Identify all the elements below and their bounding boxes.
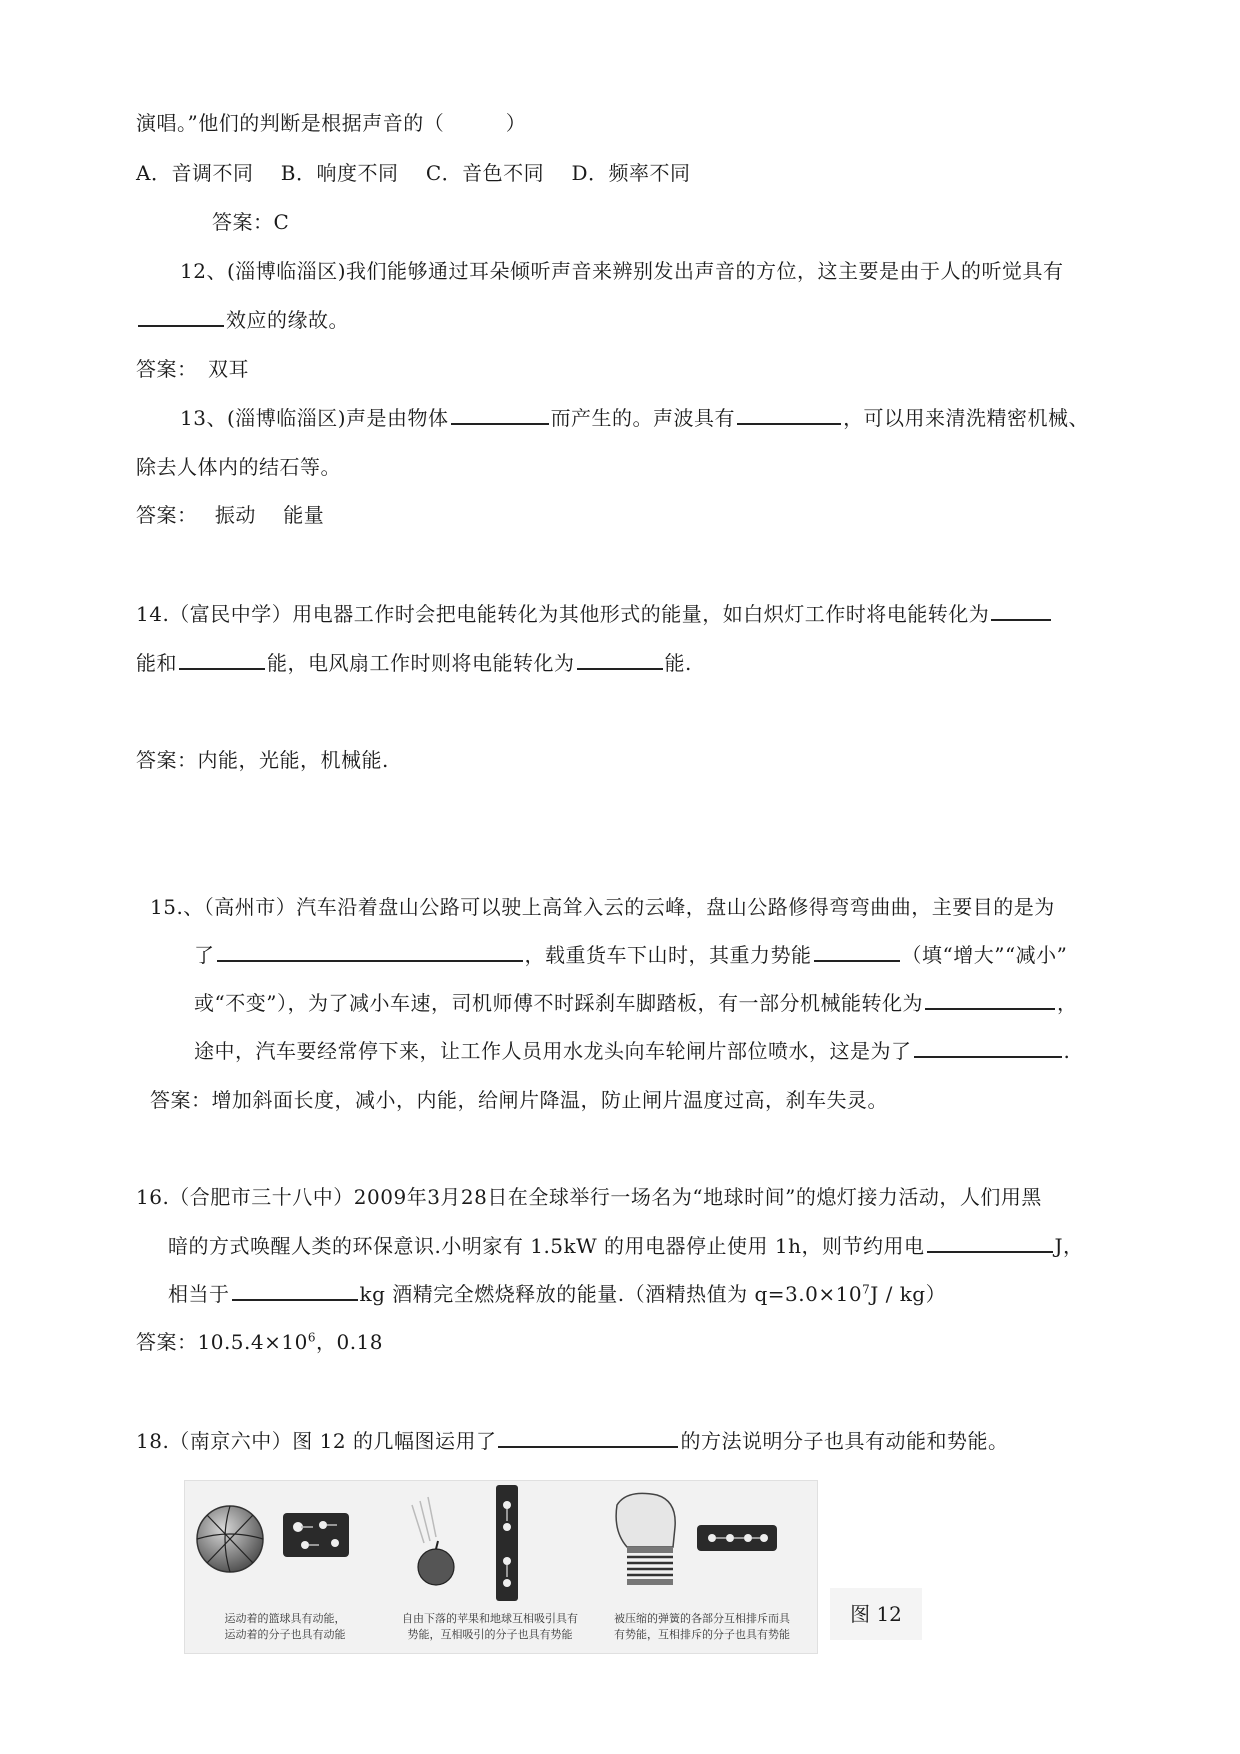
figure-panel-apple bbox=[390, 1481, 590, 1653]
q15-line4: 途中，汽车要经常停下来，让工作人员用水龙头向车轮闸片部位喷水，这是为了 . bbox=[194, 1036, 1070, 1066]
figure-12-label: 图 12 bbox=[830, 1588, 922, 1640]
caption-basketball-line2: 运动着的分子也具有动能 bbox=[224, 1628, 346, 1641]
answer-blank bbox=[498, 1426, 678, 1448]
caption-spring-line1: 被压缩的弹簧的各部分互相排斥而具 bbox=[614, 1612, 790, 1625]
answer-blank bbox=[232, 1279, 358, 1301]
q15-answer: 答案：增加斜面长度，减小，内能，给闸片降温，防止闸片温度过高，刹车失灵。 bbox=[150, 1088, 888, 1112]
caption-apple-line2: 势能，互相吸引的分子也具有势能 bbox=[407, 1628, 573, 1641]
q16-line3: 相当于 kg 酒精完全燃烧释放的能量.（酒精热值为 $q=3.0\times 10^7J / kg$） bbox=[168, 1279, 946, 1309]
caption-basketball-line1: 运动着的篮球具有动能， bbox=[224, 1612, 346, 1625]
answer-blank bbox=[577, 648, 663, 670]
q11-options: A．音调不同 B．响度不同 C．音色不同 D．频率不同 bbox=[136, 161, 691, 185]
q11-answer: 答案：C bbox=[212, 210, 290, 234]
answer-blank bbox=[737, 403, 841, 425]
answer-blank bbox=[991, 599, 1051, 621]
q11-stem: 演唱。”他们的判断是根据声音的（ ） bbox=[136, 111, 527, 135]
answer-blank bbox=[451, 403, 549, 425]
caption-spring-line2: 有势能，互相排斥的分子也具有势能 bbox=[614, 1628, 790, 1641]
figure-12 bbox=[184, 1480, 818, 1654]
q13-answer: 答案： 振动 能量 bbox=[136, 503, 325, 527]
q12-answer: 答案： 双耳 bbox=[136, 357, 249, 381]
compressed-spring-illustration bbox=[597, 1481, 815, 1601]
answer-blank bbox=[914, 1036, 1062, 1058]
q14-line2: 能和 能，电风扇工作时则将电能转化为 能. bbox=[136, 648, 692, 678]
answer-blank bbox=[217, 940, 523, 962]
answer-blank bbox=[814, 940, 900, 962]
q16-line2: 暗的方式唤醒人类的环保意识.小明家有 1.5kW 的用电器停止使用 1h，则节约用电 J， bbox=[168, 1231, 1084, 1261]
figure-panel-basketball bbox=[185, 1481, 385, 1653]
q18-stem: 18.（南京六中）图 12 的几幅图运用了 的方法说明分子也具有动能和势能。 bbox=[136, 1426, 1008, 1456]
q13-line2: 除去人体内的结石等。 bbox=[136, 455, 341, 479]
answer-blank bbox=[179, 648, 265, 670]
q15-line3: 或“不变”），为了减小车速，司机师傅不时踩刹车脚踏板，有一部分机械能转化为 ， bbox=[194, 988, 1077, 1018]
basketball-illustration bbox=[185, 1481, 385, 1601]
q16-stem: 16.（合肥市三十八中）2009年3月28日在全球举行一场名为“地球时间”的熄灯接力活动，人们用黑 bbox=[136, 1185, 1042, 1209]
answer-blank bbox=[138, 305, 224, 327]
answer-blank bbox=[927, 1231, 1053, 1253]
q16-answer: 答案：$10.5.4\times 10^6$，0.18 bbox=[136, 1330, 383, 1354]
q12-stem: 12、(淄博临淄区)我们能够通过耳朵倾听声音来辨别发出声音的方位，这主要是由于人的听觉具有 bbox=[180, 259, 1064, 283]
figure-panel-spring bbox=[597, 1481, 815, 1653]
q12-line2: 效应的缘故。 bbox=[136, 305, 349, 335]
q14-stem: 14.（富民中学）用电器工作时会把电能转化为其他形式的能量，如白炽灯工作时将电能转化为 bbox=[136, 599, 1053, 629]
caption-apple-line1: 自由下落的苹果和地球互相吸引具有 bbox=[402, 1612, 578, 1625]
falling-apple-illustration bbox=[390, 1481, 590, 1601]
q13-stem: 13、(淄博临淄区)声是由物体 而产生的。声波具有 ，可以用来清洗精密机械、 bbox=[180, 403, 1089, 433]
answer-blank bbox=[925, 988, 1055, 1010]
q15-stem: 15.、（高州市）汽车沿着盘山公路可以驶上高耸入云的云峰，盘山公路修得弯弯曲曲，主要目的是为 bbox=[150, 895, 1055, 919]
q14-answer: 答案：内能，光能，机械能. bbox=[136, 748, 389, 772]
q15-line2: 了 ，载重货车下山时，其重力势能 （填“增大”“减小” bbox=[194, 940, 1067, 970]
